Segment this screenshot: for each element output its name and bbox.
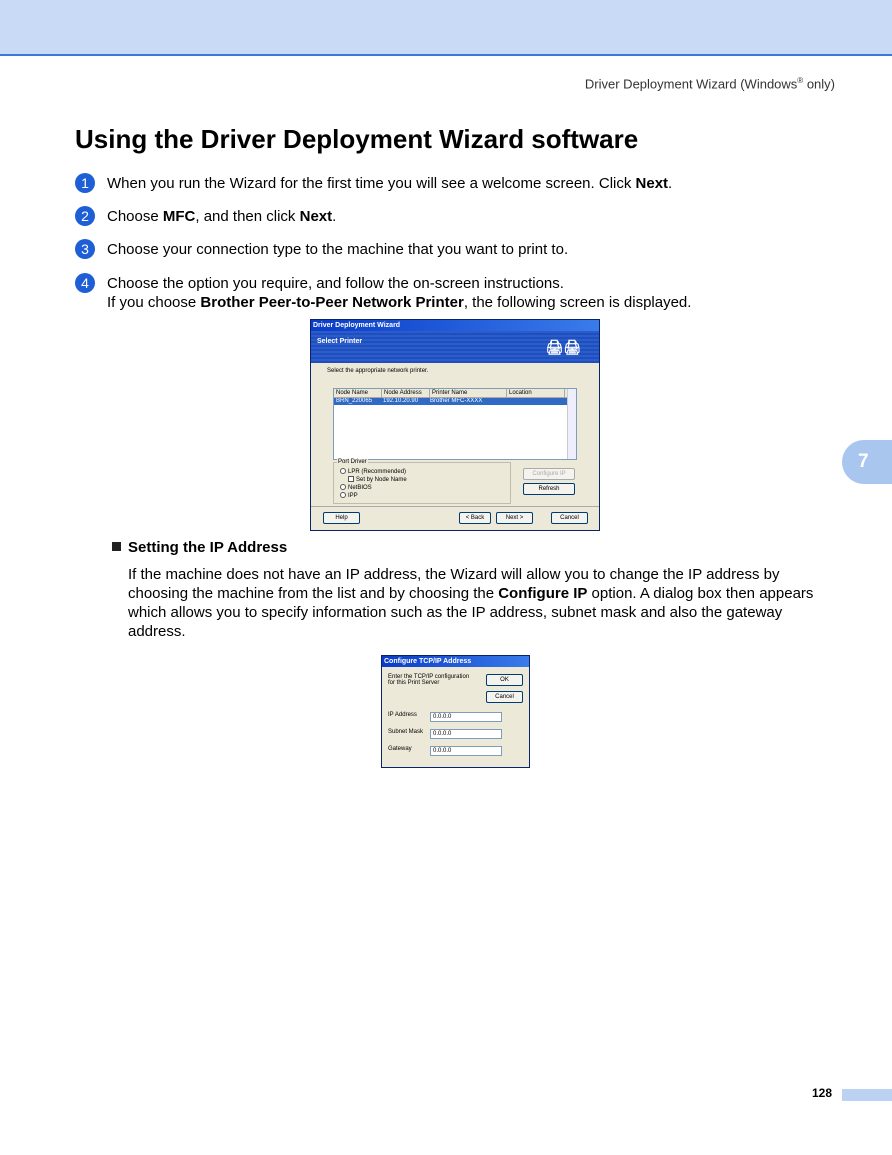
radio-lpr[interactable]: LPR (Recommended) [340,468,406,475]
ip-address-field[interactable]: 0.0.0.0 [430,712,502,722]
printer-icon: 🖨🖨 [545,339,581,355]
radio-netbios[interactable]: NetBIOS [340,484,372,491]
gateway-field[interactable]: 0.0.0.0 [430,746,502,756]
gateway-label: Gateway [388,746,412,752]
step-number: 3 [75,239,95,259]
scrollbar[interactable] [567,389,576,459]
page-title: Using the Driver Deployment Wizard software [75,124,639,154]
instruction-text: Select the appropriate network printer. [327,368,429,374]
cancel-button[interactable]: Cancel [551,512,588,524]
column-header[interactable]: Node Name [334,389,382,397]
select-printer-dialog [310,319,600,531]
bullet-square [112,542,121,551]
cancel-button[interactable]: Cancel [486,691,523,703]
step-text: Choose MFC, and then click Next. [107,208,337,225]
column-header[interactable]: Printer Name [430,389,507,397]
section-heading: Setting the IP Address [112,539,287,556]
dialog-title: Configure TCP/IP Address [382,656,529,667]
chapter-tab: 7 [842,440,892,484]
section-paragraph: If the machine does not have an IP address, the Wizard will allow you to change the IP address by choosing the machine from the list and by choosing the Configure IP option. A dialog box then appears which allows you to specify information such as the IP address, subnet mask and also the gateway address. [128,566,814,640]
subnet-mask-label: Subnet Mask [388,729,424,735]
ip-address-label: IP Address [388,712,417,718]
subnet-mask-field[interactable]: 0.0.0.0 [430,729,502,739]
configure-tcpip-dialog [381,655,530,768]
help-button[interactable]: Help [323,512,360,524]
instruction-text: Enter the TCP/IP configuration for this Print Server [388,674,470,686]
page-number: 128 [812,1086,833,1100]
port-driver-group [333,459,511,504]
checkbox-node-name[interactable]: Set by Node Name [348,476,407,483]
step-number: 2 [75,206,95,226]
step-text: When you run the Wizard for the first time you will see a welcome screen. Click Next. [107,175,673,192]
step-text: Choose your connection type to the machine that you want to print to. [107,241,569,258]
back-button[interactable]: < Back [459,512,491,524]
group-label: Port Driver [338,459,367,465]
step-text: Choose the option you require, and follow the on-screen instructions. If you choose Brother Peer-to-Peer Network Printer, the following screen is displayed. [107,275,692,311]
refresh-button[interactable]: Refresh [523,483,575,495]
dialog-banner: Select Printer 🖨🖨 [311,331,599,363]
column-header[interactable]: Location [507,389,565,397]
dialog-title: Driver Deployment Wizard [311,320,599,331]
footer-bar [842,1089,892,1101]
next-button[interactable]: Next > [496,512,533,524]
printer-list[interactable] [333,388,577,460]
radio-ipp[interactable]: IPP [340,492,358,499]
configure-ip-button[interactable]: Configure IP [523,468,575,480]
divider [311,506,599,507]
ok-button[interactable]: OK [486,674,523,686]
list-header [334,389,576,398]
step-number: 1 [75,173,95,193]
top-band [0,0,892,56]
running-header: Driver Deployment Wizard (Windows® only) [584,76,835,92]
column-header[interactable]: Node Address [382,389,430,397]
step-number: 4 [75,273,95,293]
list-item[interactable]: BRN_220065 192.10.20.90 Brother MFC-XXXX [334,398,576,405]
